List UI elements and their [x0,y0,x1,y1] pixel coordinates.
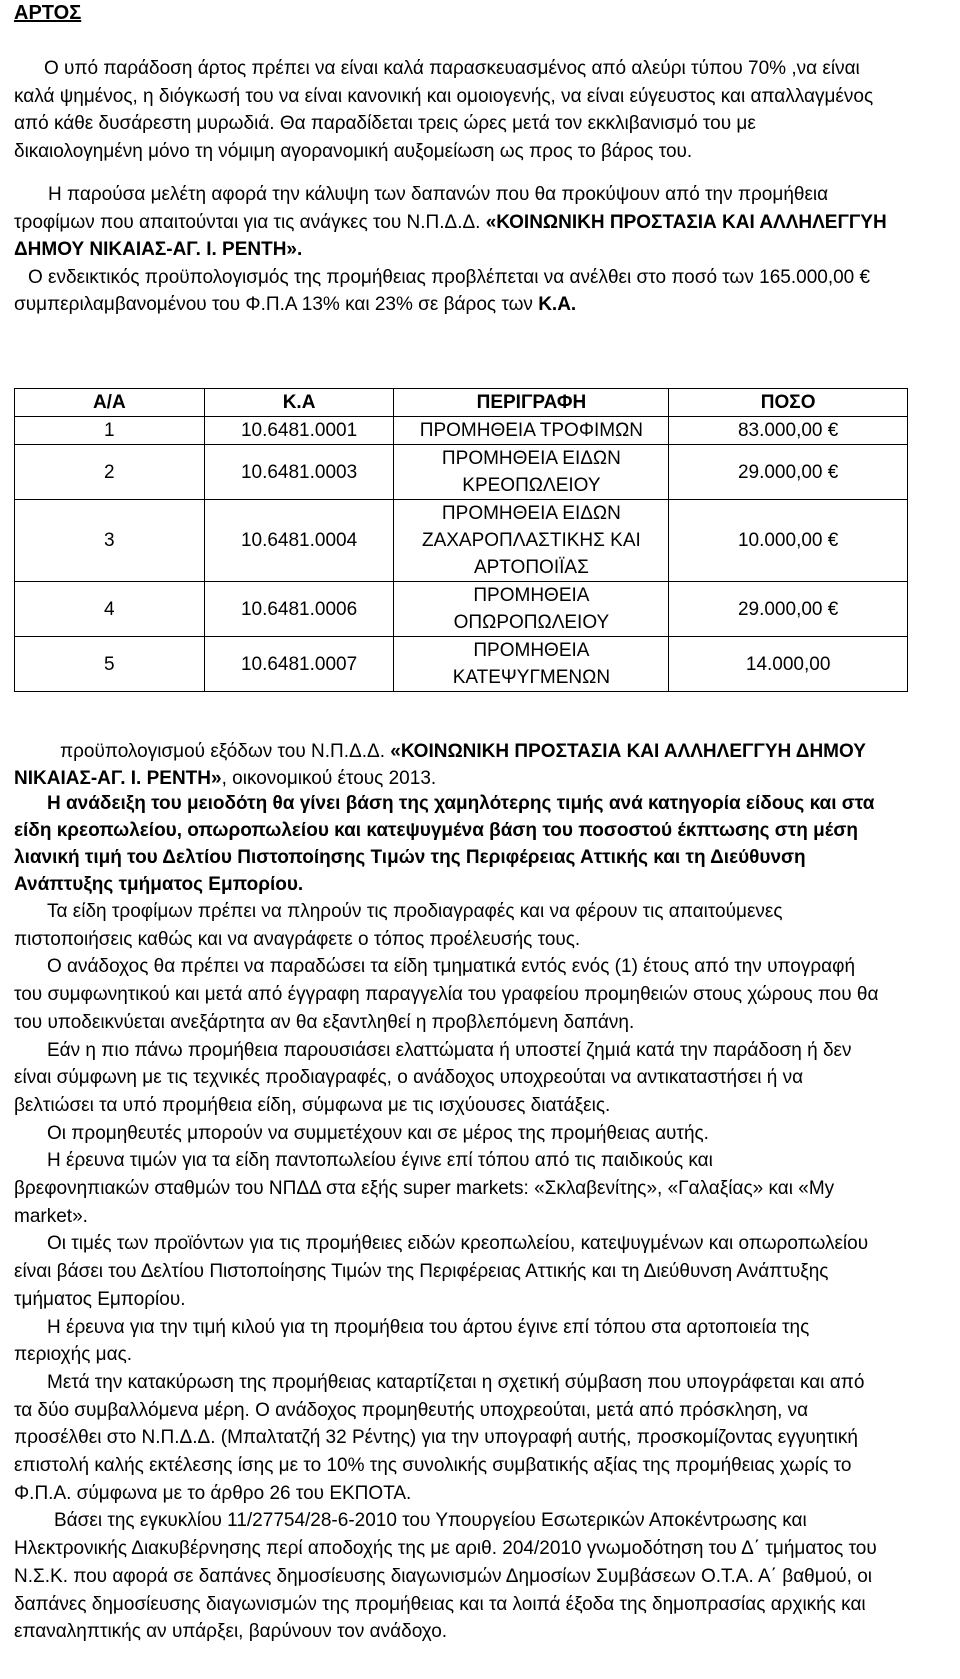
condition-line: του υποδεικνύεται ανεξάρτητα αν θα εξαντληθεί η προβλεπόμενη δαπάνη. [14,1011,635,1033]
condition-line: market». [14,1205,88,1227]
condition-line: Ηλεκτρονικής Διακυβέρνησης περί αποδοχής της με αριθ. 204/2010 γνωμοδότηση του Δ΄ τμήματος του [14,1538,877,1560]
condition-line: Μετά την κατακύρωση της προμήθειας καταρτίζεται η σχετική σύμβαση που υπογράφεται και από [47,1371,865,1393]
organization-name-cont: ΝΙΚΑΙΑΣ-ΑΓ. Ι. ΡΕΝΤΗ» [14,768,222,789]
cell-aa: 4 [15,582,205,637]
col-header-amount: ΠΟΣΟ [669,389,908,417]
table-row [15,582,908,637]
budget-line [14,765,954,792]
organization-name-cont: ΔΗΜΟΥ ΝΙΚΑΙΑΣ-ΑΓ. Ι. ΡΕΝΤΗ». [14,239,303,260]
cell-description [394,417,669,445]
study-text: τροφίμων που απαιτούνται για τις ανάγκες του Ν.Π.Δ.Δ. [14,211,486,233]
study-line [14,209,954,237]
table-row [15,637,908,692]
vat-text: συμπεριλαμβανομένου του Φ.Π.Α 13% και 23% σε βάρος των [14,294,539,315]
condition-line: επιστολή καλής εκτέλεσης ίσης με το 10% της συνολικής συμβατικής αξίας της προμήθειας χωρίς το [14,1455,852,1477]
cell-ka: 10.6481.0006 [204,582,394,637]
intro-line: δικαιολογημένη μόνο τη νόμιμη αγορανομική αυξομείωση ως προς το βάρος του. [14,140,693,162]
table-header-row [15,389,908,417]
budget-table [14,388,908,692]
cell-aa: 5 [15,637,205,692]
condition-line: τμήματος Εμπορίου. [14,1288,186,1310]
cell-aa: 3 [15,500,205,582]
description-line: ΚΑΤΕΨΥΓΜΕΝΩΝ [452,667,611,688]
condition-line: Οι τιμές των προϊόντων για τις προμήθειες ειδών κρεοπωλείου, κατεψυγμένων και οπωροπωλείου [47,1233,869,1255]
condition-line: Η έρευνα για την τιμή κιλού για τη προμήθεια του άρτου έγινε επί τόπου στα αρτοποιεία της [47,1316,810,1338]
fiscal-year-text: , οικονομικού έτους 2013. [221,768,437,789]
condition-line: επαναληπτικής αν υπάρξει, βαρύνουν τον ανάδοχο. [14,1621,448,1643]
cell-description [394,445,669,500]
condition-line: βρεφονηπιακών σταθμών του ΝΠΔΔ στα εξής super markets: «Σκλαβενίτης», «Γαλαξίας» και «My [14,1178,835,1200]
condition-line: προσέλθει στο Ν.Π.Δ.Δ. (Μπαλτατζή 32 Ρέντης) για την υπογραφή αυτής, προσκομίζοντας εγγυητική [14,1427,858,1449]
cell-amount: 29.000,00 € [669,445,908,500]
description-line: ΠΡΟΜΗΘΕΙΑ ΕΙΔΩΝ [441,448,621,469]
condition-line: δαπάνες δημοσίευσης διαγωνισμών της προμήθειας και τα λοιπά έξοδα της δημοπρασίας αρχικής και [14,1593,866,1615]
intro-paragraph [14,55,954,165]
intro-line: από κάθε δυσάρεστη μυρωδιά. Θα παραδίδεται τρεις ώρες μετά τον εκκλιβανισμό του με [14,113,756,134]
col-header-aa: Α/Α [15,389,205,417]
budget-line [14,738,954,765]
condition-line: Τα είδη τροφίμων πρέπει να πληρούν τις προδιαγραφές και να φέρουν τις απαιτούμενες [47,901,783,922]
conditions-section [14,898,954,1646]
condition-line: Οι προμηθευτές μπορούν να συμμετέχουν και σε μέρος της προμήθειας αυτής. [47,1122,709,1144]
description-line: ΑΡΤΟΠΟΙΪΑΣ [473,557,589,578]
description-line: ΠΡΟΜΗΘΕΙΑ [473,640,590,661]
condition-line: Βάσει της εγκυκλίου 11/27754/28-6-2010 του Υπουργείου Εσωτερικών Αποκέντρωσης και [54,1510,807,1532]
cell-aa: 2 [15,445,205,500]
organization-name: «ΚΟΙΝΩΝΙΚΗ ΠΡΟΣΤΑΣΙΑ ΚΑΙ ΑΛΛΗΛΕΓΓΥΗ ΔΗΜΟΥ [390,741,866,762]
description-line: ΠΡΟΜΗΘΕΙΑ [473,585,590,606]
col-header-description: ΠΕΡΙΓΡΑΦΗ [394,389,669,417]
award-paragraph [14,790,954,898]
condition-line: Ο ανάδοχος θα πρέπει να παραδώσει τα είδη τμηματικά εντός ενός (1) έτους από την υπογραφή [47,956,856,978]
condition-line: τα δύο συμβαλλόμενα μέρη. Ο ανάδοχος προμηθευτής υποχρεούται, μετά από πρόσκληση, να [14,1399,809,1421]
cell-amount: 83.000,00 € [669,417,908,445]
condition-line: Εάν η πιο πάνω προμήθεια παρουσιάσει ελαττώματα ή υποστεί ζημιά κατά την παράδοση ή δεν [47,1039,852,1061]
col-header-ka: Κ.Α [204,389,394,417]
condition-line: είναι βάσει του Δελτίου Πιστοποίησης Τιμών της Περιφέρειας Αττικής και τη Διεύθυνση Ανάπτυξης [14,1261,829,1283]
cell-amount: 10.000,00 € [669,500,908,582]
award-line: είδη κρεοπωλείου, οπωροπωλείου και κατεψυγμένα βάση του ποσοστού έκπτωσης στη μέση [14,820,858,841]
budget-estimate-line: Ο ενδεικτικός προϋπολογισμός της προμήθειας προβλέπεται να ανέλθει στο ποσό των 165.000,00 € [28,266,871,288]
organization-name: «ΚΟΙΝΩΝΙΚΗ ΠΡΟΣΤΑΣΙΑ ΚΑΙ ΑΛΛΗΛΕΓΓΥΗ [485,211,887,233]
cell-ka: 10.6481.0003 [204,445,394,500]
cell-ka: 10.6481.0007 [204,637,394,692]
award-line: Ανάπτυξης τμήματος Εμπορίου. [14,874,304,895]
description-line: ΚΡΕΟΠΩΛΕΙΟΥ [462,475,601,496]
description-line: ΠΡΟΜΗΘΕΙΑ ΕΙΔΩΝ [441,503,621,524]
cell-ka: 10.6481.0001 [204,417,394,445]
budget-paragraph [14,738,954,792]
condition-line: βελτιώσει τα υπό προμήθεια είδη, σύμφωνα με τις ισχύουσες διατάξεις. [14,1094,611,1116]
award-line: λιανική τιμή του Δελτίου Πιστοποίησης Τιμών της Περιφέρειας Αττικής και τη Διεύθυνση [14,847,806,868]
condition-line: είναι σύμφωνη με τις τεχνικές προδιαγραφές, ο ανάδοχος υποχρεούται να αντικαταστήσει ή να [14,1067,804,1089]
study-paragraph [14,181,954,319]
table-row [15,500,908,582]
cell-aa: 1 [15,417,205,445]
cell-description [394,500,669,582]
description-line: ΟΠΩΡΟΠΩΛΕΙΟΥ [453,612,610,633]
cell-ka: 10.6481.0004 [204,500,394,582]
intro-line: Ο υπό παράδοση άρτος πρέπει να είναι καλά παρασκευασμένος από αλεύρι τύπου 70% ,να είναι [44,58,860,79]
intro-line: καλά ψημένος, η διόγκωσή του να είναι κανονική και ομοιογενής, να είναι εύγευστος και απαλλαγμένος [14,85,874,107]
cell-description [394,582,669,637]
page-title: ΑΡΤΟΣ [14,2,82,24]
vat-line [14,291,954,319]
ka-label: Κ.Α. [538,294,577,315]
award-line: Η ανάδειξη του μειοδότη θα γίνει βάση της χαμηλότερης τιμής ανά κατηγορία είδους και στα [47,793,875,814]
condition-line: Φ.Π.Α. σύμφωνα με το άρθρο 26 του ΕΚΠΟΤΑ. [14,1482,412,1504]
cell-amount: 14.000,00 [669,637,908,692]
condition-line: Η έρευνα τιμών για τα είδη παντοπωλείου έγινε επί τόπου από τις παιδικούς και [47,1150,713,1172]
condition-line: Ν.Σ.Κ. που αφορά σε δαπάνες δημοσίευσης διαγωνισμών Δημοσίων Συμβάσεων Ο.Τ.Α. Α΄ βαθμού, οι [14,1565,872,1587]
study-line: Η παρούσα μελέτη αφορά την κάλυψη των δαπανών που θα προκύψουν από την προμήθεια [48,184,829,205]
table-row [15,417,908,445]
description-line: ΖΑΧΑΡΟΠΛΑΣΤΙΚΗΣ ΚΑΙ [421,530,641,551]
condition-line: περιοχής μας. [14,1344,133,1366]
condition-line: του συμφωνητικού και μετά από έγγραφη παραγγελία του γραφείου προμηθειών στους χώρους που θα [14,984,879,1006]
cell-description [394,637,669,692]
condition-line: πιστοποιήσεις καθώς και να αναγράφετε ο τόπος προέλευσής τους. [14,928,581,950]
table-row [15,445,908,500]
budget-text: προϋπολογισμού εξόδων του Ν.Π.Δ.Δ. [60,741,391,762]
description-line: ΠΡΟΜΗΘΕΙΑ ΤΡΟΦΙΜΩΝ [419,420,644,441]
cell-amount: 29.000,00 € [669,582,908,637]
